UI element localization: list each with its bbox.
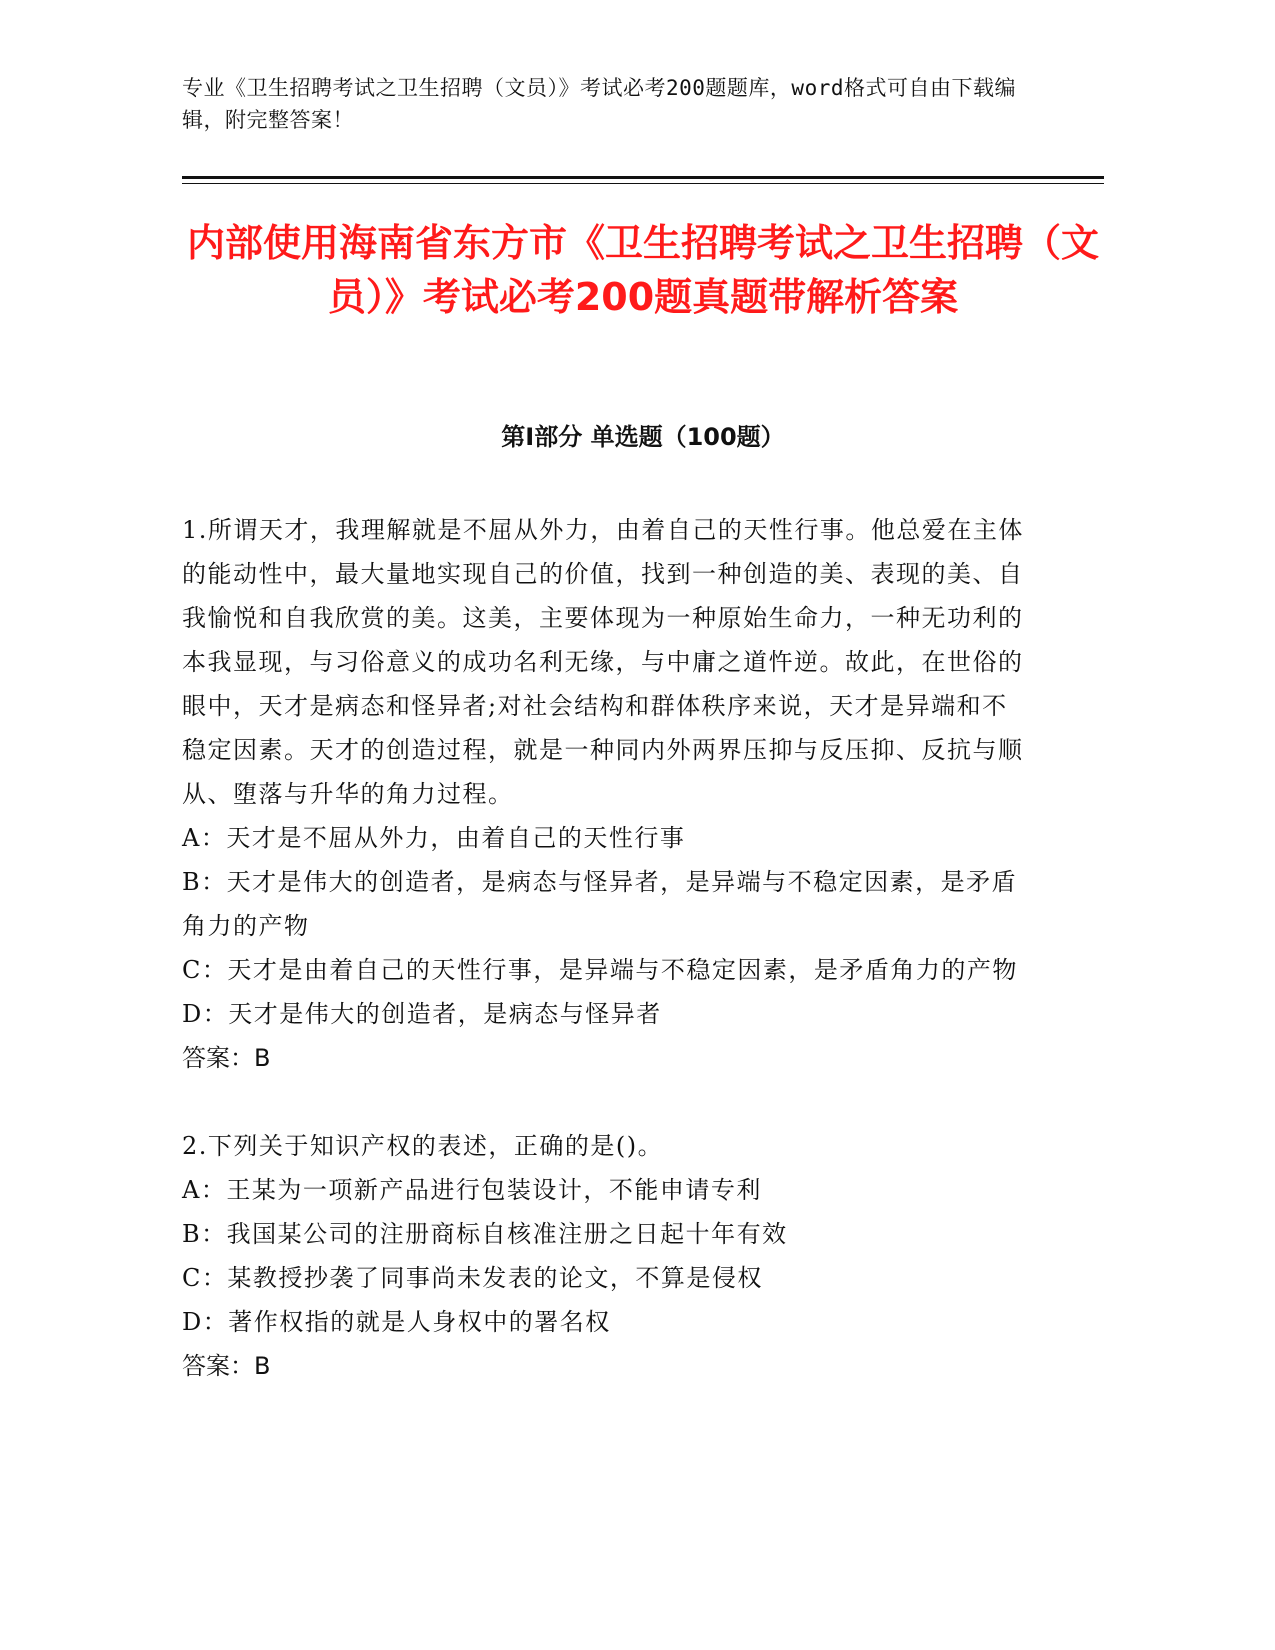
header-divider-thick xyxy=(182,176,1104,179)
question-stem: 1.所谓天才，我理解就是不屈从外力，由着自己的天性行事。他总爱在主体的能动性中，最大量地实现自己的价值，找到一种创造的美、表现的美、自我愉悦和自我欣赏的美。这美，主要体现为一种原始生命力，一种无功利的本我显现，与习俗意义的成功名利无缘，与中庸之道忤逆。故此，在世俗的眼中，天才是病态和怪异者;对社会结构和群体秩序来说，天才是异端和不稳定因素。天才的创造过程，就是一种同内外两界压抑与反压抑、反抗与顺从、堕落与升华的角力过程。 xyxy=(182,516,1024,808)
header-divider-thin xyxy=(182,183,1104,184)
option-b: B：我国某公司的注册商标自核准注册之日起十年有效 xyxy=(182,1220,788,1248)
question-2 xyxy=(182,1124,1032,1388)
option-d: D：著作权指的就是人身权中的署名权 xyxy=(182,1308,611,1336)
question-stem: 2.下列关于知识产权的表述，正确的是()。 xyxy=(182,1132,664,1160)
option-b: B：天才是伟大的创造者，是病态与怪异者，是异端与不稳定因素，是矛盾角力的产物 xyxy=(182,868,1018,940)
option-c: C：天才是由着自己的天性行事，是异端与不稳定因素，是矛盾角力的产物 xyxy=(182,956,1018,984)
option-c: C：某教授抄袭了同事尚未发表的论文，不算是侵权 xyxy=(182,1264,763,1292)
answer: 答案：B xyxy=(182,1352,271,1380)
header-note: 专业《卫生招聘考试之卫生招聘（文员）》考试必考200题题库，word格式可自由下载编辑，附完整答案！ xyxy=(182,76,1016,132)
option-d: D：天才是伟大的创造者，是病态与怪异者 xyxy=(182,1000,662,1028)
question-list xyxy=(182,508,1032,1432)
option-a: A：天才是不屈从外力，由着自己的天性行事 xyxy=(182,824,686,852)
section-heading: 第I部分 单选题（100题） xyxy=(501,423,785,451)
answer: 答案：B xyxy=(182,1044,271,1072)
document-title: 内部使用海南省东方市《卫生招聘考试之卫生招聘（文员）》考试必考200题真题带解析答案 xyxy=(186,221,1099,319)
option-a: A：王某为一项新产品进行包装设计，不能申请专利 xyxy=(182,1176,762,1204)
question-1 xyxy=(182,508,1032,1080)
